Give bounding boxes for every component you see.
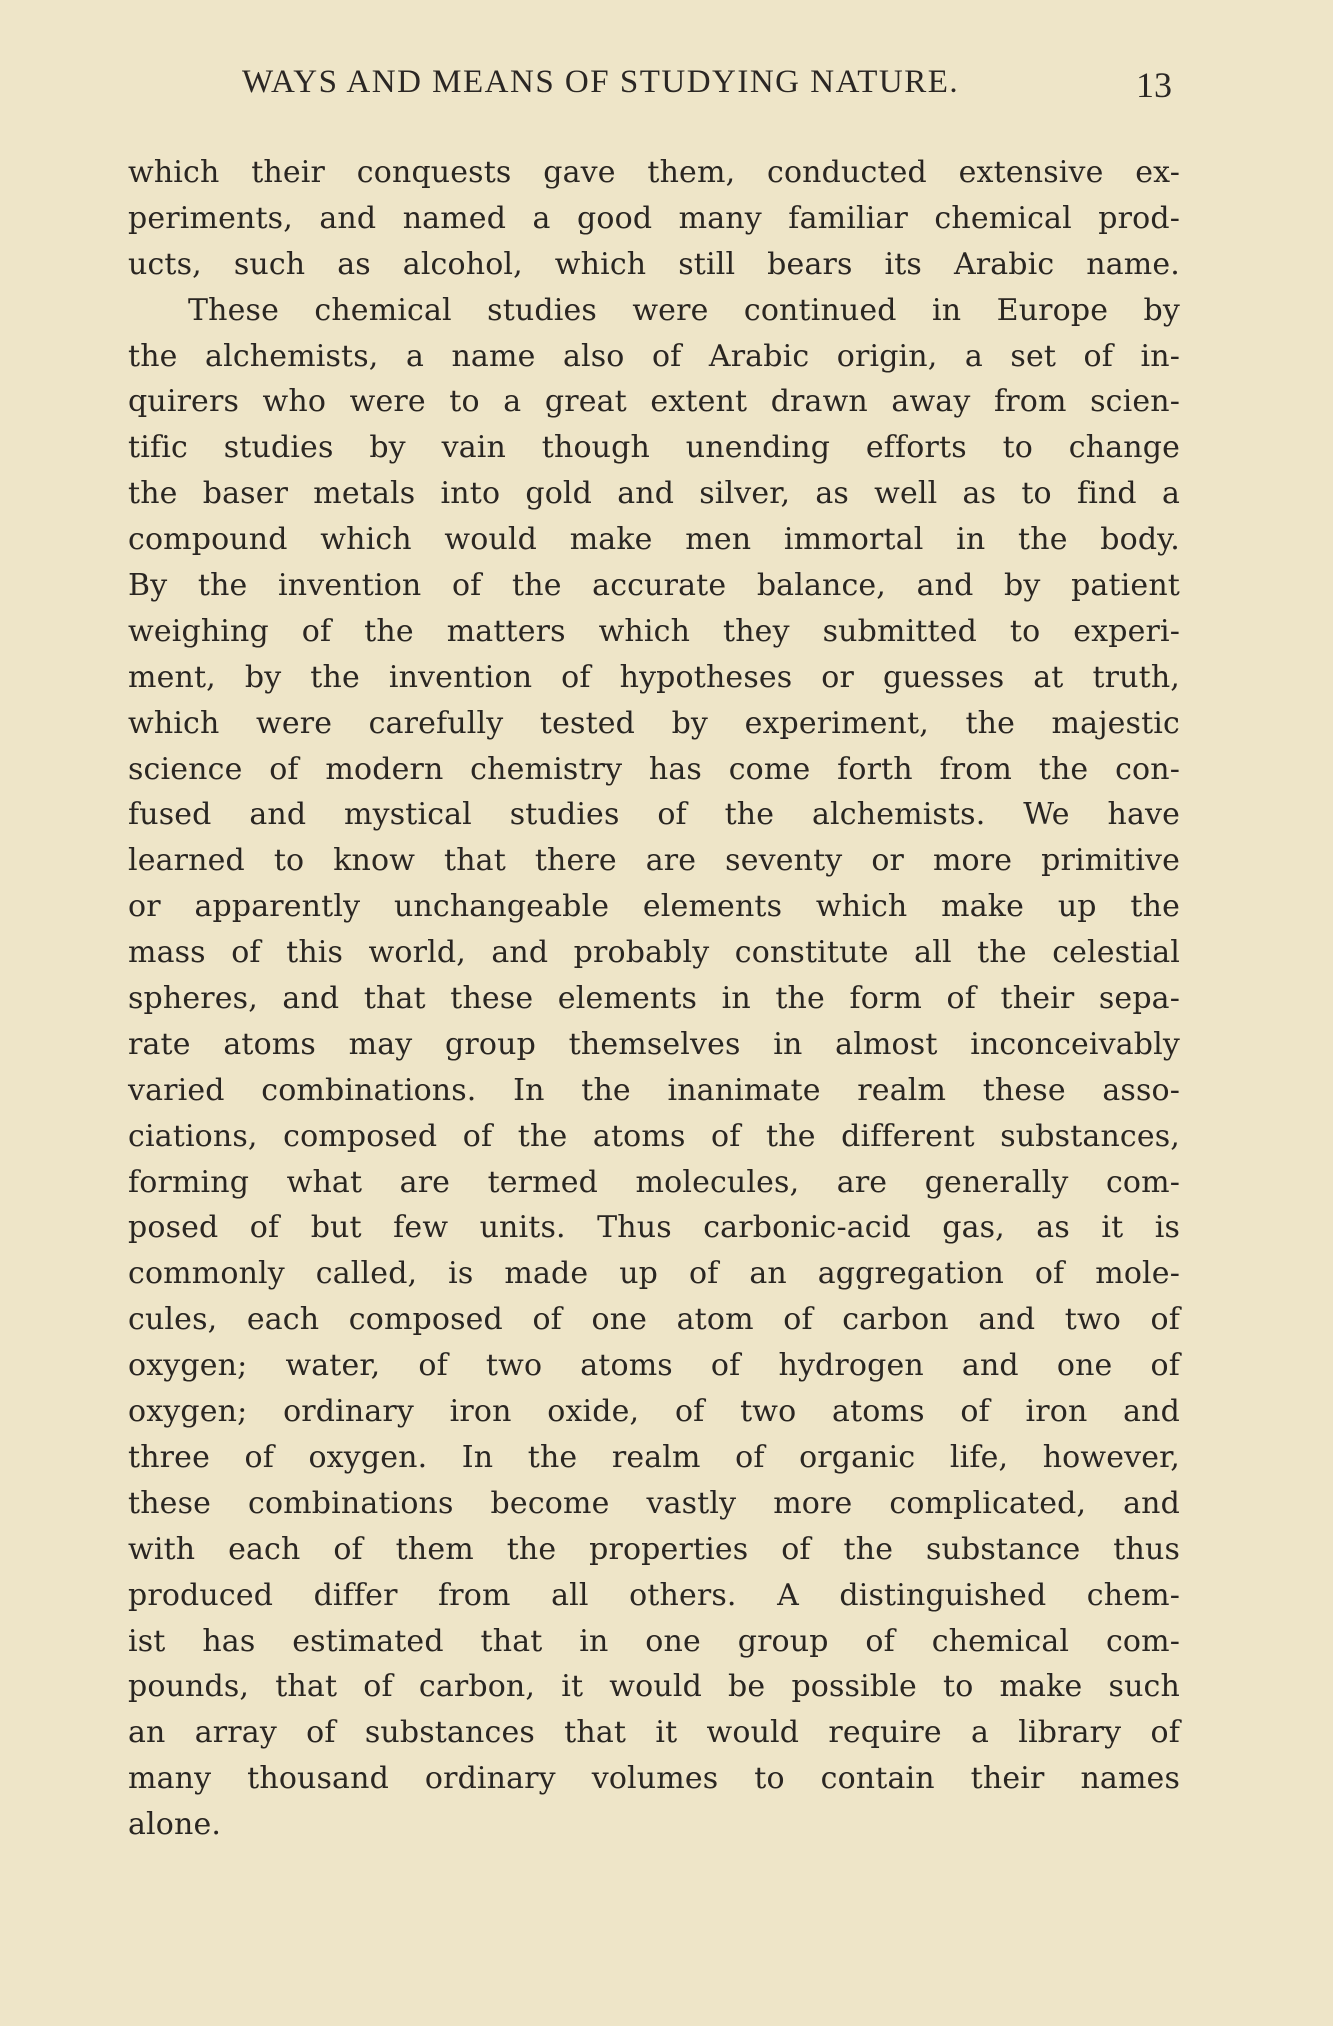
text-line: periments, and named a good many familiar chemical prod- (128, 200, 1180, 236)
text-line: or apparently unchangeable elements which make up the (128, 889, 1180, 925)
text-line: pounds, that of carbon, it would be possible to make such (128, 1669, 1180, 1705)
paragraph-start-line: These chemical studies were continued in Europe by (188, 292, 1180, 328)
paragraph-end-line: alone. (128, 1807, 222, 1843)
text-line: oxygen; ordinary iron oxide, of two atoms of iron and (128, 1394, 1180, 1430)
text-line: science of modern chemistry has come forth from the con- (128, 751, 1180, 787)
page-header (0, 60, 1333, 110)
page-number: 13 (1136, 65, 1172, 105)
text-line: which their conquests gave them, conducted extensive ex- (128, 155, 1180, 190)
text-line: which were carefully tested by experiment, the majestic (128, 705, 1180, 741)
text-line: spheres, and that these elements in the form of their sepa- (128, 981, 1180, 1017)
text-line: rate atoms may group themselves in almost inconceivably (128, 1026, 1180, 1062)
text-line: fused and mystical studies of the alchemists. We have (128, 797, 1180, 833)
text-line: ment, by the invention of hypotheses or guesses at truth, (128, 659, 1180, 695)
text-line: quirers who were to a great extent drawn away from scien- (128, 384, 1180, 420)
text-line: posed of but few units. Thus carbonic-acid gas, as it is (128, 1210, 1180, 1246)
text-line: tific studies by vain though unending efforts to change (128, 430, 1180, 466)
text-line: ist has estimated that in one group of chemical com- (128, 1623, 1180, 1659)
text-line: compound which would make men immortal in the body. (128, 522, 1180, 558)
text-line: with each of them the properties of the substance thus (128, 1531, 1180, 1567)
text-line: three of oxygen. In the realm of organic life, however, (128, 1439, 1180, 1475)
text-line: cules, each composed of one atom of carbon and two of (128, 1302, 1180, 1338)
text-line: ciations, composed of the atoms of the different substances, (128, 1118, 1180, 1154)
text-line: commonly called, is made up of an aggregation of mole- (128, 1256, 1180, 1292)
text-line: these combinations become vastly more complicated, and (128, 1485, 1180, 1521)
text-line: forming what are termed molecules, are generally com- (128, 1164, 1180, 1200)
text-line: oxygen; water, of two atoms of hydrogen and one of (128, 1348, 1180, 1384)
text-line: learned to know that there are seventy or more primitive (128, 843, 1180, 879)
running-head: WAYS AND MEANS OF STUDYING NATURE. (242, 64, 960, 100)
body-text (128, 150, 1180, 1848)
text-line: the alchemists, a name also of Arabic origin, a set of in- (128, 338, 1180, 374)
text-line: the baser metals into gold and silver, as well as to find a (128, 476, 1180, 512)
text-line: produced differ from all others. A distinguished chem- (128, 1577, 1180, 1613)
text-line: weighing of the matters which they submitted to experi- (128, 613, 1180, 649)
text-line: By the invention of the accurate balance, and by patient (128, 568, 1180, 604)
text-line: an array of substances that it would require a library of (128, 1715, 1180, 1751)
text-line: varied combinations. In the inanimate realm these asso- (128, 1072, 1180, 1108)
text-line: mass of this world, and probably constitute all the celestial (128, 935, 1180, 971)
text-line: many thousand ordinary volumes to contain their names (128, 1761, 1180, 1797)
text-line: ucts, such as alcohol, which still bears its Arabic name. (128, 246, 1180, 282)
